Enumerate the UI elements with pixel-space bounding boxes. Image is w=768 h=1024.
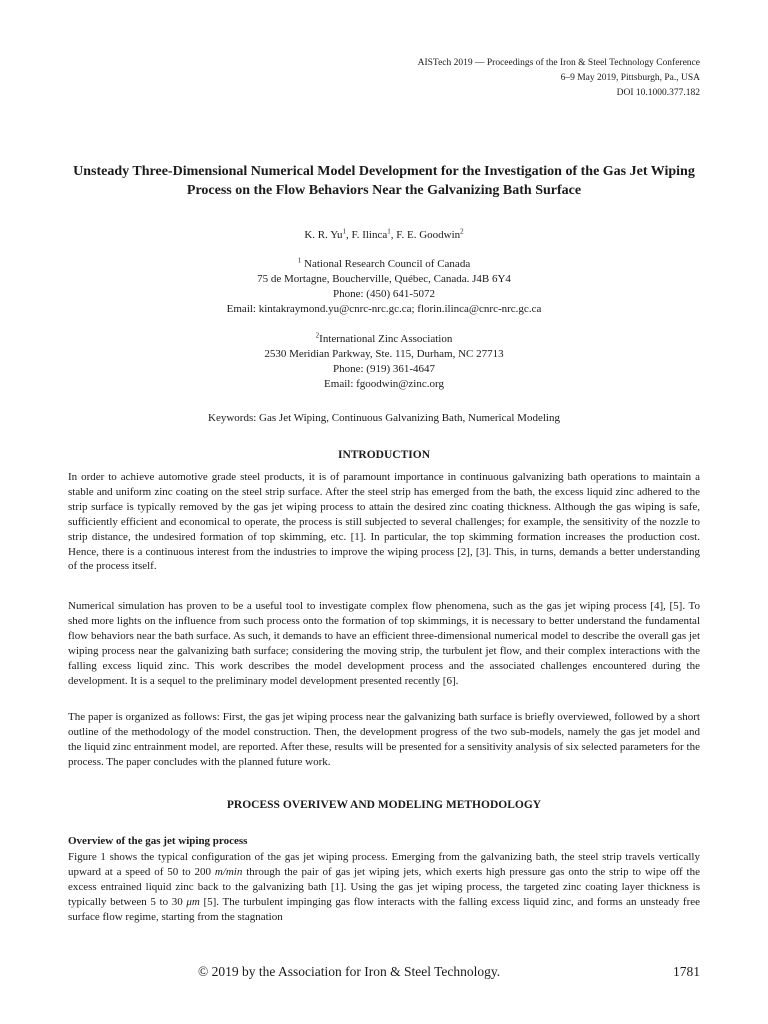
unit-speed: m/min: [214, 865, 243, 878]
affiliation-address: 75 de Mortagne, Boucherville, Québec, Canada. J4B 6Y4: [257, 273, 511, 285]
intro-paragraph: In order to achieve automotive grade steel products, it is of paramount importance in continuous galvanizing bath operations to maintain a stable and uniform zinc coating on the steel strip surface. After the steel strip has emerged from the bath, the excess liquid zinc adhered to the strip surface is typically removed by the gas jet wiping process to attain the desired zinc coating thickness. Although the gas wiping is safe, sufficiently efficient and economical to operate, the process is still subjected to several challenges; for example, the sensitivity of the nozzle to strip distance, the undesired formation of top skimming, etc. [1]. In particular, the top skimming formation increases the production cost. Hence, there is a continuous interest from the industries to improve the wiping process [2], [3]. This, in turns, demands a better understanding of the process itself.: [68, 471, 700, 573]
affiliation-phone: Phone: (919) 361-4647: [332, 363, 436, 375]
affiliation-phone: Phone: (450) 641-5072: [332, 288, 436, 300]
subsection-heading: Overview of the gas jet wiping process: [68, 835, 248, 847]
affiliation-address: 2530 Meridian Parkway, Ste. 115, Durham, NC 27713: [264, 348, 504, 360]
unit-thickness: μm: [186, 895, 200, 908]
affiliation-organization: International Zinc Association: [319, 333, 453, 345]
doi: DOI 10.1000.377.182: [616, 88, 700, 98]
affiliation-block: [0, 257, 768, 317]
figure-reference: Figure 1: [68, 851, 106, 863]
author-list: K. R. Yu$^1$, F. Ilinca$^1$, F. E. Goodwin$^2$: [304, 227, 464, 241]
copyright-footer: © 2019 by the Association for Iron & Steel Technology.: [198, 964, 501, 979]
intro-paragraph: The paper is organized as follows: First, the gas jet wiping process near the galvanizing bath surface is briefly overviewed, followed by a short outline of the methodology of the model construction. Then, the development progress of the two sub-models, namely the gas jet model and the liquid zinc entrainment model, are reported. After these, results will be presented for a sensitivity analysis of six selected parameters for the process. The paper concludes with the planned future work.: [68, 711, 700, 768]
affiliation-number: 1: [297, 256, 302, 265]
process-paragraph: Figure 1 shows the typical configuration of the gas jet wiping process. Emerging from the galvanizing bath, the steel strip travels vertically upward at a speed of 50 to 200 m/min through the pair of gas jet wiping jets, which exerts high pressure gas onto the strip to wipe off the excess entrained liquid zinc back to the galvanizing bath [1]. Using the gas jet wiping process, the targeted zinc coating layer thickness is typically between 5 to 30 μm [5]. The turbulent impinging gas flow interacts with the falling excess liquid zinc, and forms an unsteady free surface flow regime, starting from the stagnation: [68, 851, 700, 923]
affiliation-email: Email: fgoodwin@zinc.org: [324, 378, 444, 390]
section-heading-process: PROCESS OVERIVEW AND MODELING METHODOLOGY: [226, 799, 542, 811]
author-affil-mark: 1: [342, 227, 346, 236]
keywords: Keywords: Gas Jet Wiping, Continuous Galvanizing Bath, Numerical Modeling: [208, 412, 560, 424]
conference-name: AISTech 2019 — Proceedings of the Iron & Steel Technology Conference: [417, 58, 700, 68]
author-affil-mark: 1: [387, 227, 391, 236]
affiliation-block: [0, 332, 768, 392]
author-affil-mark: 2: [460, 227, 464, 236]
paper-title: Unsteady Three-Dimensional Numerical Model Development for the Investigation of the Gas Jet Wiping Process on the Flow Behaviors Near the Galvanizing Bath Surface: [73, 164, 695, 198]
author-name: F. Ilinca: [351, 229, 388, 241]
conference-dates: 6–9 May 2019, Pittsburgh, Pa., USA: [560, 73, 700, 83]
affiliation-number: 2: [315, 331, 320, 340]
affiliation-email: Email: kintakraymond.yu@cnrc-nrc.gc.ca; florin.ilinca@cnrc-nrc.gc.ca: [226, 303, 542, 315]
page-number: 1781: [673, 964, 700, 979]
section-heading-introduction: INTRODUCTION: [337, 449, 430, 461]
author-name: K. R. Yu: [304, 229, 343, 241]
affiliation-organization: National Research Council of Canada: [304, 258, 471, 270]
author-name: F. E. Goodwin: [396, 229, 461, 241]
conference-header: [418, 56, 700, 101]
intro-paragraph: Numerical simulation has proven to be a useful tool to investigate complex flow phenomena, such as the gas jet wiping process [4], [5]. To shed more lights on the influence from such process onto the formation of top skimmings, it is necessary to better understand the fundamental flow behaviors near the bath surface. As such, it demands to have an efficient three-dimensional numerical model to describe the overall gas jet wiping process near the galvanizing bath surface; considering the moving strip, the turbulent jet flow, and their complex interactions with the falling excess liquid zinc. This work describes the model development process and the associated challenges encountered during the development. It is a sequel to the preliminary model development presented recently [6].: [68, 600, 700, 687]
